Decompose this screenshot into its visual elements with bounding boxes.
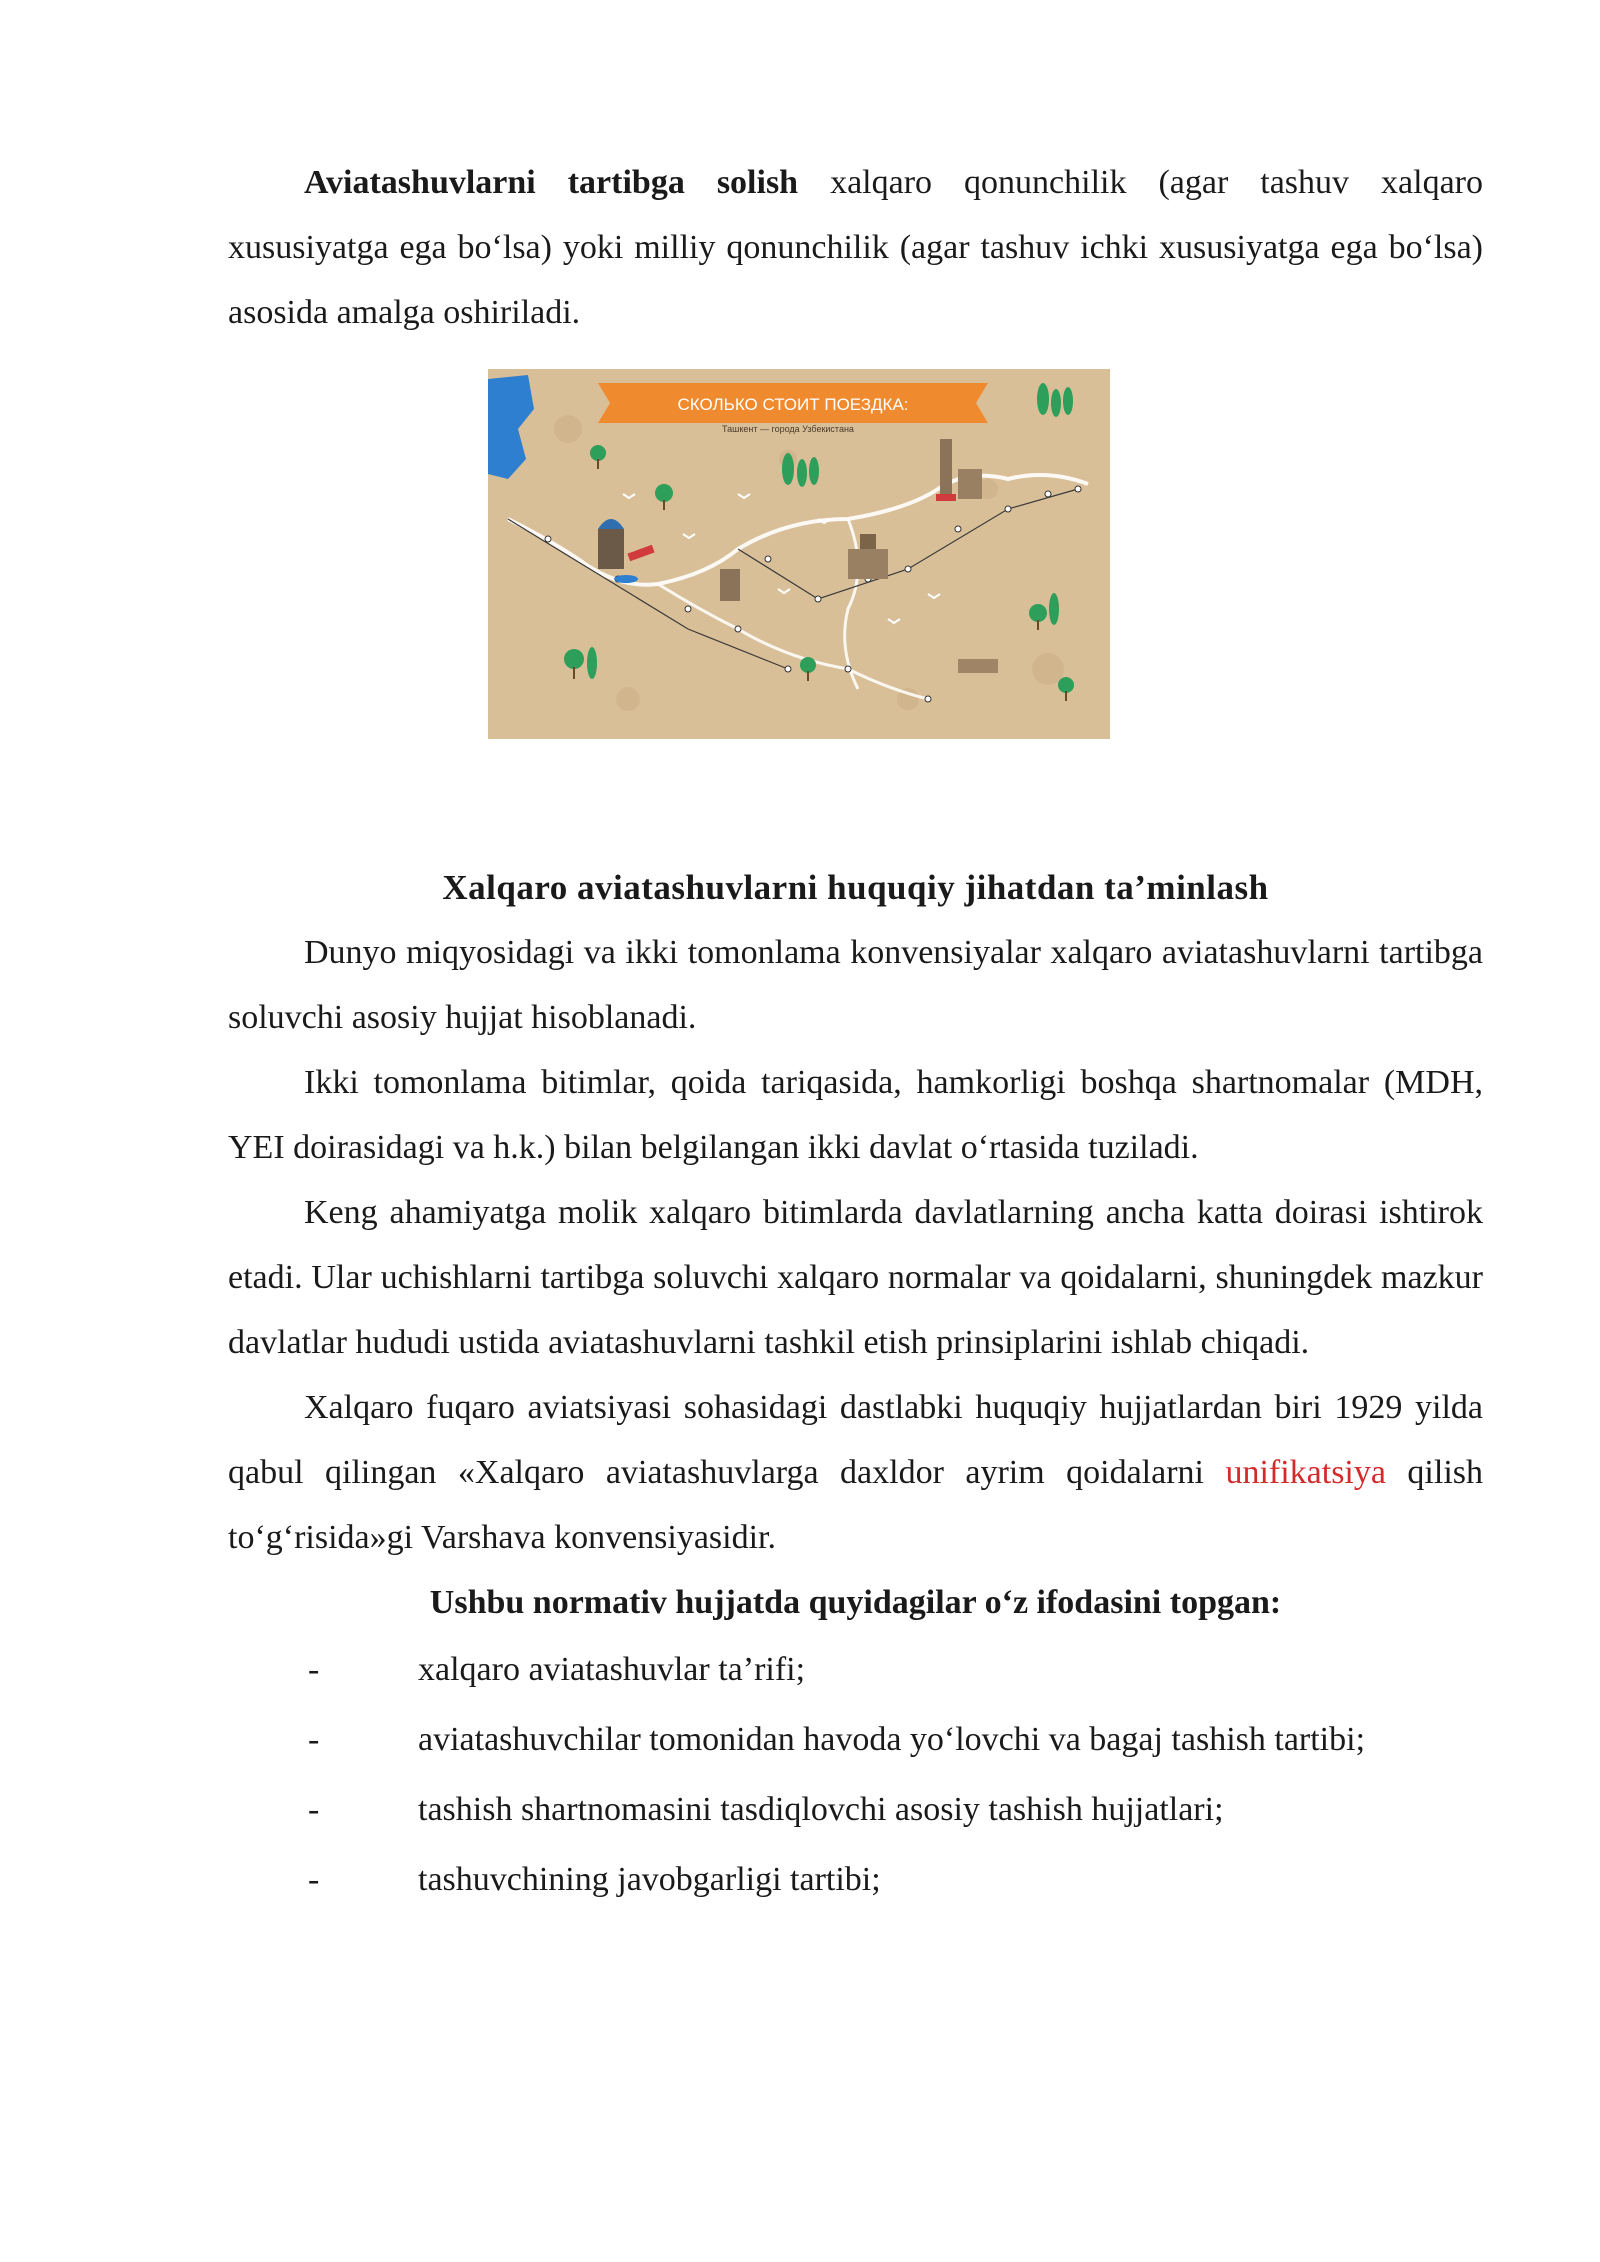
list-item-text: tashish shartnomasini tasdiqlovchi asosiy tashish hujjatlari; — [418, 1791, 1224, 1828]
dash-bullet: - — [308, 1721, 320, 1758]
banner-subtitle: Ташкент — города Узбекистана — [722, 424, 854, 434]
list-item — [228, 1775, 1483, 1845]
water-icon — [614, 575, 638, 583]
warsaw-text-before: Xalqaro fuqaro aviatsiyasi sohasidagi dastlabki huquqiy hujjatlardan biri 1929 yilda qabul qilingan «Xalqaro aviatashuvlarga daxldor ayrim qoidalarni — [228, 1389, 1483, 1491]
monument-icon — [720, 569, 740, 601]
map-svg — [488, 369, 1110, 739]
list-item — [228, 1635, 1483, 1705]
list-item — [228, 1845, 1483, 1915]
normative-title: Ushbu normativ hujjatda quyidagilar o‘z ifodasini topgan: — [429, 1584, 1282, 1621]
list-item-text: aviatashuvchilar tomonidan havoda yo‘lovchi va bagaj tashish tartibi; — [418, 1721, 1366, 1758]
monument-icon — [958, 659, 998, 673]
dash-bullet: - — [308, 1861, 320, 1898]
intro-paragraph — [228, 150, 1483, 345]
warsaw-highlight: unifikatsiya — [1225, 1454, 1386, 1491]
dash-bullet: - — [308, 1651, 320, 1688]
warsaw-text-after: qilish to‘g‘risida»gi Varshava konvensiyasidir. — [228, 1454, 1483, 1556]
intro-text: xalqaro qonunchilik (agar tashuv xalqaro xususiyatga ega bo‘lsa) yoki milliy qonunchilik (agar tashuv ichki xususiyatga ega bo‘lsa) asosida amalga oshiriladi. — [228, 164, 1483, 331]
list-item-text: xalqaro aviatashuvlar ta’rifi; — [418, 1651, 806, 1688]
warsaw-paragraph — [228, 1375, 1483, 1570]
section-title: Xalqaro aviatashuvlarni huquqiy jihatdan ta’minlash — [442, 868, 1269, 907]
section-paragraph-3: Keng ahamiyatga molik xalqaro bitimlarda davlatlarning ancha katta doirasi ishtirok etadi. Ular uchishlarni tartibga soluvchi xalqaro normalar va qoidalarni, shuningdek mazkur davlatlar hududi ustida aviatashuvlarni tashkil etish prinsiplarini ishlab chiqadi. — [228, 1194, 1483, 1361]
spacer — [228, 739, 1483, 855]
section-paragraph-1: Dunyo miqyosidagi va ikki tomonlama konvensiyalar xalqaro aviatashuvlarni tartibga soluvchi asosiy hujjat hisoblanadi. — [228, 934, 1483, 1036]
normative-list — [228, 1635, 1483, 1915]
accent-mark — [936, 494, 956, 501]
banner-title: СКОЛЬКО СТОИТ ПОЕЗДКА: — [677, 395, 909, 414]
list-item-text: tashuvchining javobgarligi tartibi; — [418, 1861, 881, 1898]
map-illustration — [488, 369, 1110, 739]
intro-bold-lead: Aviatashuvlarni tartibga solish — [304, 164, 799, 201]
document-body — [228, 150, 1483, 1915]
list-item — [228, 1705, 1483, 1775]
dash-bullet: - — [308, 1791, 320, 1828]
monument-icon — [598, 519, 624, 569]
section-paragraph-2: Ikki tomonlama bitimlar, qoida tariqasida, hamkorligi boshqa shartnomalar (MDH, YEI doirasidagi va h.k.) bilan belgilangan ikki davlat o‘rtasida tuziladi. — [228, 1064, 1483, 1166]
